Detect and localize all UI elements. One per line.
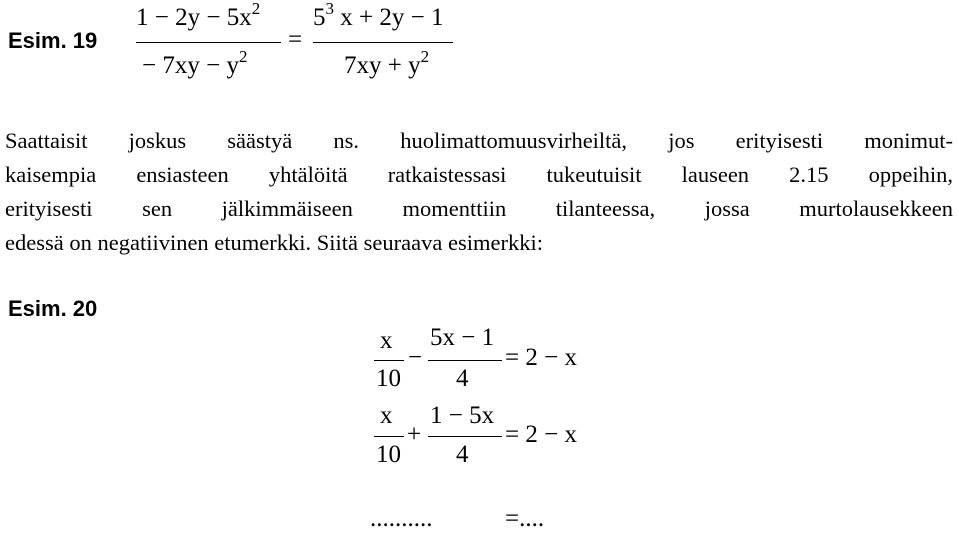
- example-20-label: Esim. 20: [8, 296, 98, 321]
- lhs-fraction-bar: [136, 42, 281, 43]
- paragraph-line: edessä on negatiivinen etumerkki. Siitä seuraava esimerkki:: [5, 230, 543, 255]
- paragraph-line: erityisesti sen jälkimmäiseen momenttiin tilanteessa, jossa murtolausekkeen: [5, 196, 953, 221]
- eq1-rhs: = 2 − x: [505, 344, 577, 371]
- eq2-frac2-numerator: 1 − 5x: [430, 402, 495, 429]
- equals-sign: =: [288, 26, 303, 53]
- lhs-denominator: − $7xy - y^2$: [142, 47, 248, 79]
- continuation-dots-left: ..........: [370, 505, 433, 532]
- body-paragraph: [5, 124, 953, 260]
- eq1-frac1-denominator: 10: [376, 365, 401, 392]
- example-19-label: Esim. 19: [8, 28, 98, 53]
- paragraph-line: Saattaisit joskus säästyä ns. huolimattomuusvirheiltä, jos erityisesti monimut-: [5, 128, 953, 153]
- eq1-frac1-bar: [374, 360, 404, 361]
- rhs-denominator: $7xy + y^2$: [344, 47, 430, 79]
- eq2-frac1-denominator: 10: [376, 441, 401, 468]
- lhs-numerator: $1 - 2y - 5x^2$: [136, 0, 261, 31]
- eq1-frac1-numerator: x: [380, 327, 393, 354]
- eq1-frac2-denominator: 4: [456, 365, 469, 392]
- eq2-frac1-numerator: x: [380, 402, 393, 429]
- continuation-dots-right: =....: [505, 505, 545, 532]
- paragraph-line: kaisempia ensiasteen yhtälöitä ratkaistessasi tukeutuisit lauseen 2.15 oppeihin,: [5, 162, 953, 187]
- eq2-frac1-bar: [374, 436, 404, 437]
- eq1-frac2-bar: [428, 360, 502, 361]
- eq2-frac2-denominator: 4: [456, 441, 469, 468]
- eq2-rhs: = 2 − x: [505, 421, 577, 448]
- rhs-fraction-bar: [313, 42, 453, 43]
- rhs-numerator: $5^3$ x + 2y − 1: [313, 0, 444, 31]
- eq2-operator: +: [407, 421, 422, 448]
- eq2-frac2-bar: [428, 436, 502, 437]
- eq1-frac2-numerator: 5x − 1: [430, 324, 495, 351]
- eq1-operator: −: [408, 344, 423, 371]
